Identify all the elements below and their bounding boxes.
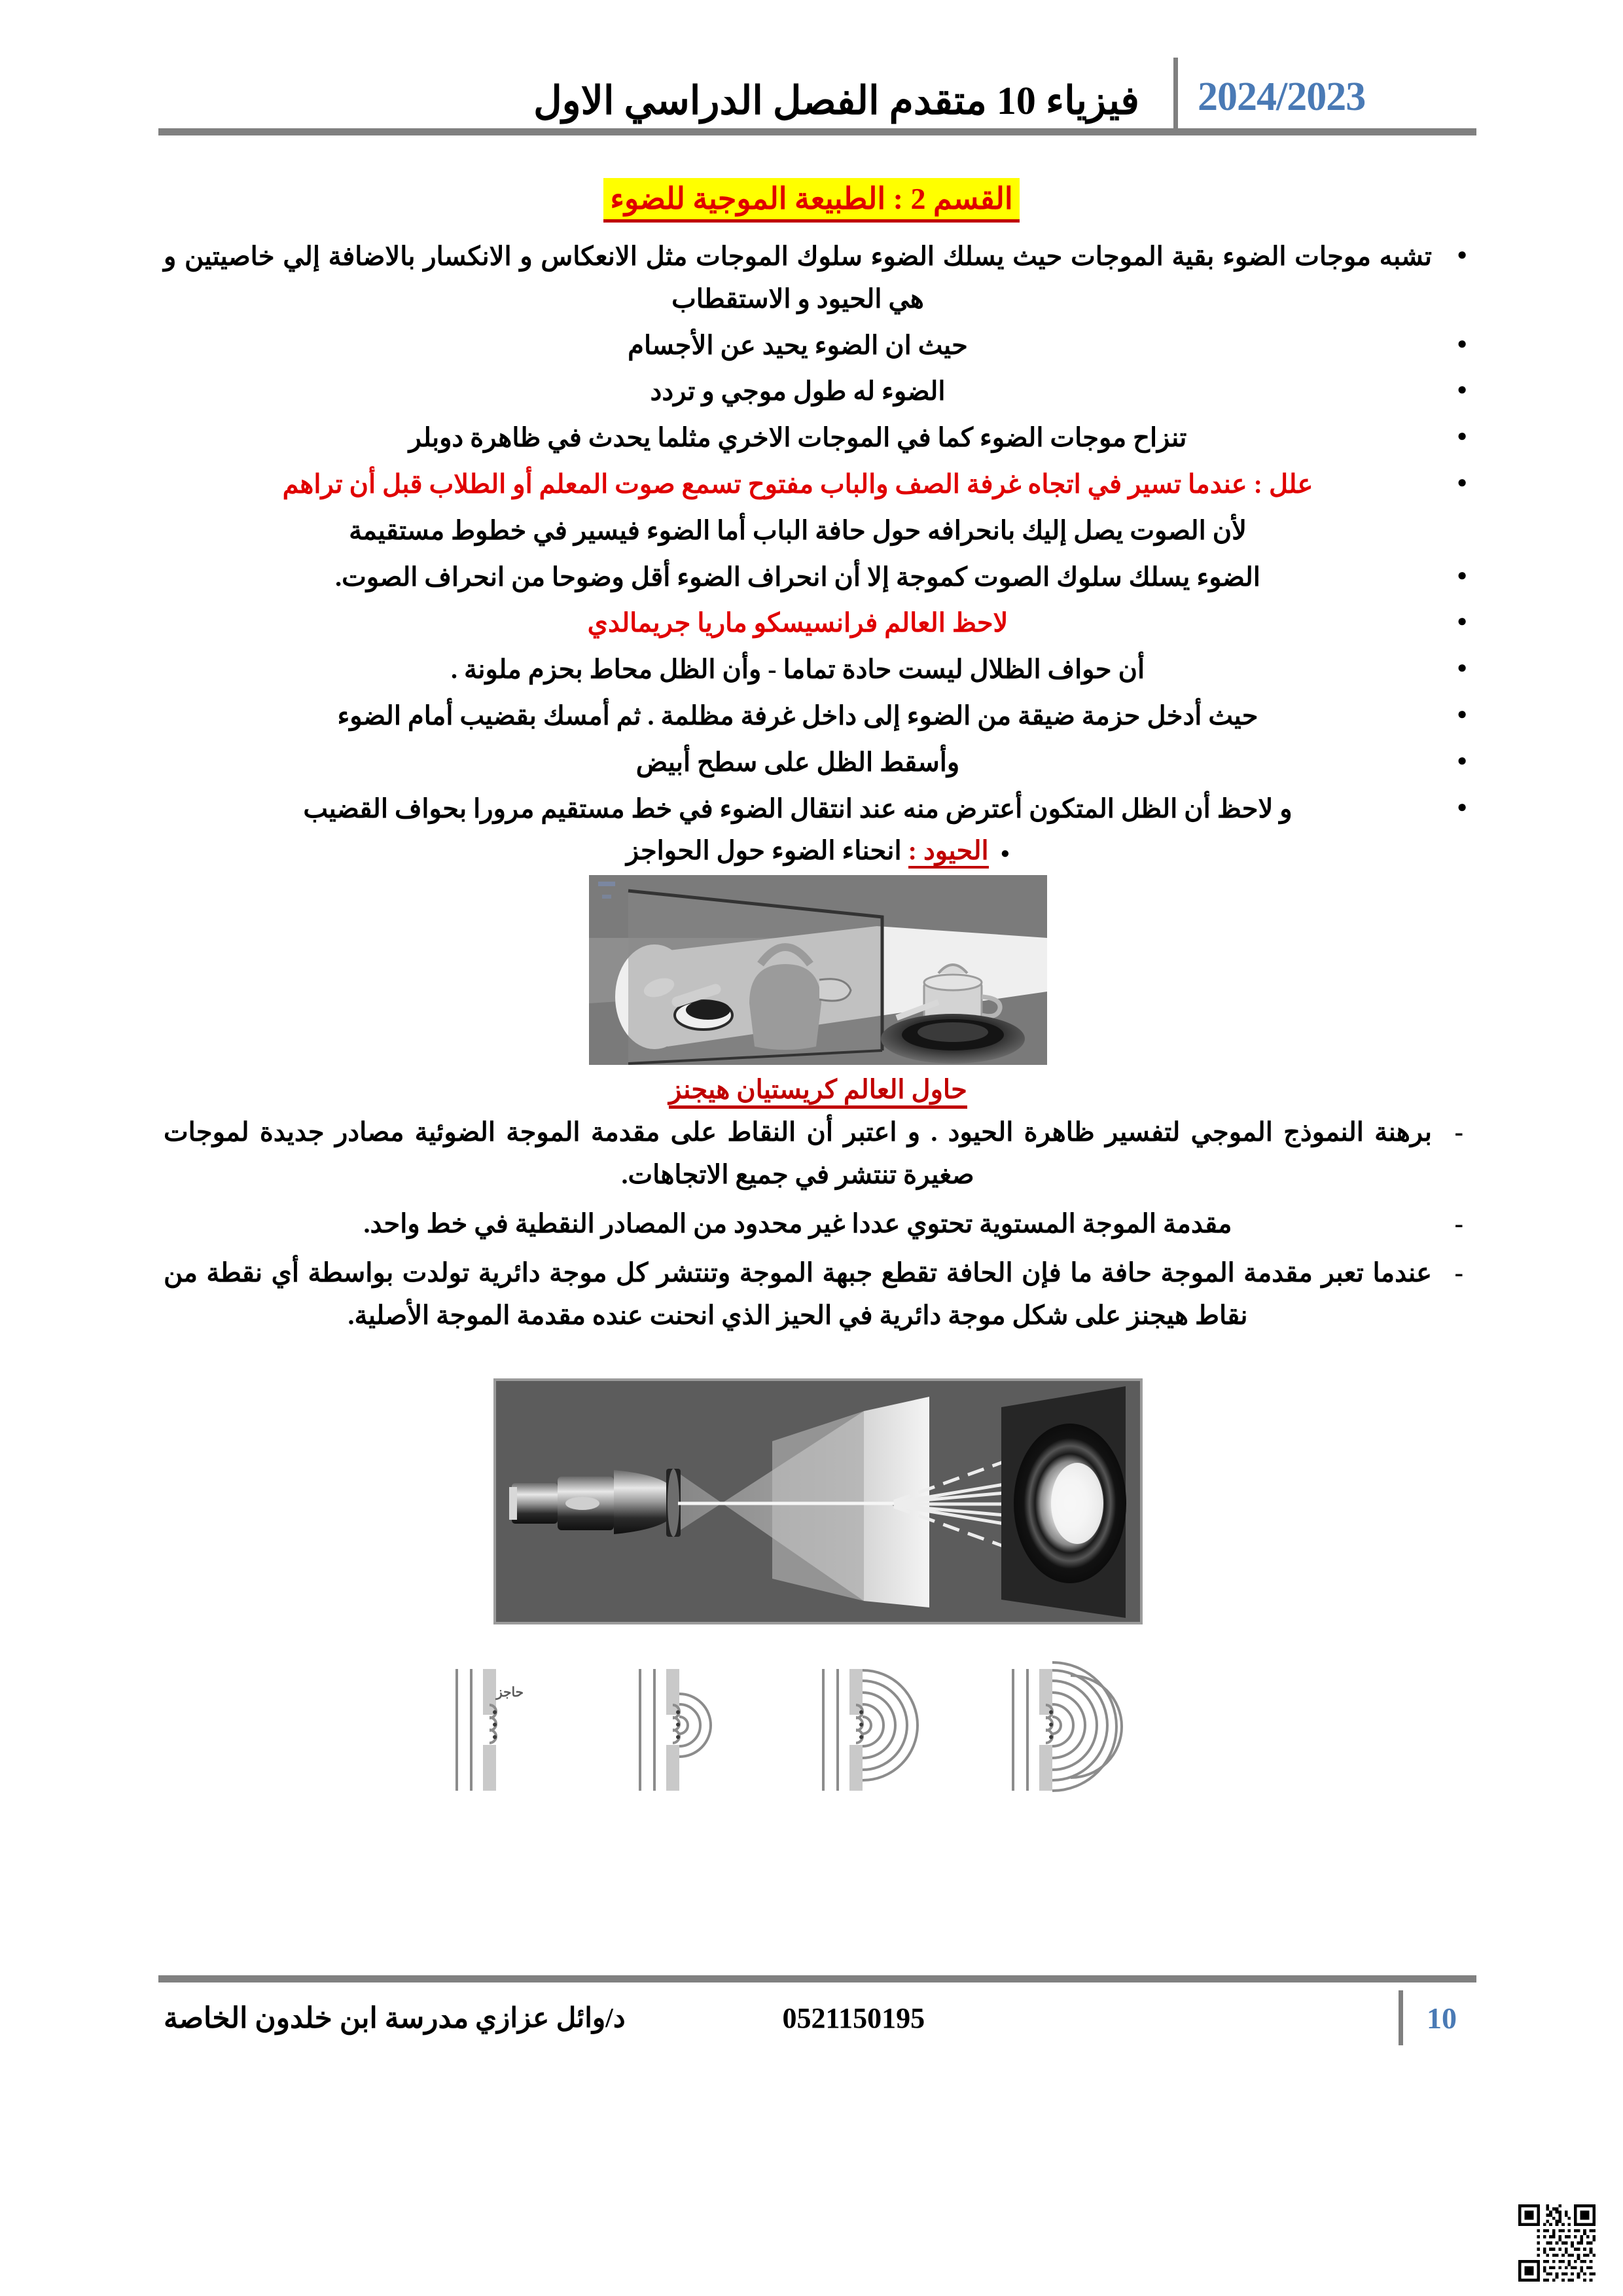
list-item: ● أن حواف الظلال ليست حادة تماما - وأن الظل محاط بحزم ملونة . [164, 649, 1472, 691]
section-title-container [0, 178, 1623, 223]
section-title: القسم 2 : الطبيعة الموجية للضوء [603, 178, 1019, 223]
footer-divider [1399, 1990, 1403, 2045]
explanation-line: لأن الصوت يصل إليك بانحرافه حول حافة الباب أما الضوء فيسير في خطوط مستقيمة [349, 515, 1247, 545]
list-item: ● تشبه موجات الضوء بقية الموجات حيث يسلك الضوء سلوك الموجات مثل الانعكاس و الانكسار بالاضافة إلي خاصيتين و هي الحيود و الاستقطاب [164, 236, 1472, 321]
diffraction-definition-heading [164, 835, 1472, 866]
list-item: - عندما تعبر مقدمة الموجة حافة ما فإن الحافة تقطع جبهة الموجة وتنتشر كل موجة دائرية تولدت بواسطة أي نقطة من نقاط هيجنز على شكل موجة دائرية في الحيز الذي انحنت عنده مقدمة الموجة الأصلية. [164, 1252, 1472, 1337]
header-divider [1173, 58, 1178, 130]
list-item: ● حيث أدخل حزمة ضيقة من الضوء إلى داخل غرفة مظلمة . ثم أمسك بقضيب أمام الضوء [164, 695, 1472, 738]
list-item: ● حيث ان الضوء يحيد عن الأجسام [164, 325, 1472, 367]
header-title: فيزياء 10 متقدم الفصل الدراسي الاول [533, 79, 1139, 122]
list-item-reason-question: ● علل : عندما تسير في اتجاه غرفة الصف والباب مفتوح تسمع صوت المعلم أو الطلاب قبل أن تراهم [164, 463, 1472, 506]
footer-phone-number: 0521150195 [782, 2001, 925, 2034]
flashlight-diffraction-photo [478, 1371, 1158, 1632]
figure-wave-diffraction-series [164, 1661, 1472, 1799]
list-item: ● وأسقط الظل على سطح أبيض [164, 742, 1472, 784]
footer-horizontal-rule [158, 1975, 1476, 1982]
list-item: - مقدمة الموجة المستوية تحتوي عددا غير محدود من المصادر النقطية في خط واحد. [164, 1203, 1472, 1246]
page-footer [164, 1988, 1472, 2047]
footer-page-number: 10 [1427, 2001, 1457, 2035]
barrier-label: حاجز [496, 1685, 524, 1700]
footer-teacher-name: د/وائل عزازي [475, 2003, 626, 2034]
kitchen-diffraction-photo [589, 875, 1047, 1065]
bullet-list-primary [164, 236, 1472, 506]
figure-kitchen-diffraction [164, 875, 1472, 1065]
huygens-heading-text: حاول العالم كريستيان هيجنز [669, 1075, 967, 1109]
page-header [164, 56, 1472, 135]
huygens-heading [164, 1074, 1472, 1105]
bullet-dot-icon: ● [1000, 844, 1010, 862]
list-item: - برهنة النموذج الموجي لتفسير ظاهرة الحيود . و اعتبر أن النقاط على مقدمة الموجة الضوئية مصادر جديدة لموجات صغيرة تنتشر في جميع الاتجاهات. [164, 1111, 1472, 1196]
barrier-wave-diffraction-diagram [445, 1661, 1191, 1799]
list-item: ● تنزاح موجات الضوء كما في الموجات الاخري مثلما يحدث في ظاهرة دوبلر [164, 417, 1472, 459]
main-content [164, 236, 1472, 1808]
diffraction-definition: انحناء الضوء حول الحواجز [626, 836, 902, 866]
figure-flashlight-diffraction [164, 1371, 1472, 1632]
bullet-list-secondary [164, 556, 1472, 831]
list-item: ● و لاحظ أن الظل المتكون أعترض منه عند انتقال الضوء في خط مستقيم مرورا بحواف القضيب [164, 788, 1472, 831]
diffraction-term: الحيود : [908, 836, 989, 869]
footer-school-name: مدرسة ابن خلدون الخاصة [164, 2001, 469, 2034]
qr-code [1518, 2204, 1596, 2282]
qr-code-icon [1518, 2204, 1596, 2282]
list-item: ● الضوء له طول موجي و تردد [164, 370, 1472, 413]
list-item-grimaldi: ● لاحظ العالم فرانسيسكو ماريا جريمالدي [164, 602, 1472, 645]
header-horizontal-rule [158, 128, 1476, 135]
list-item: ● الضوء يسلك سلوك الصوت كموجة إلا أن انحراف الضوء أقل وضوحا من انحراف الصوت. [164, 556, 1472, 599]
dash-list-huygens [164, 1111, 1472, 1336]
header-academic-year: 2024/2023 [1198, 75, 1366, 119]
